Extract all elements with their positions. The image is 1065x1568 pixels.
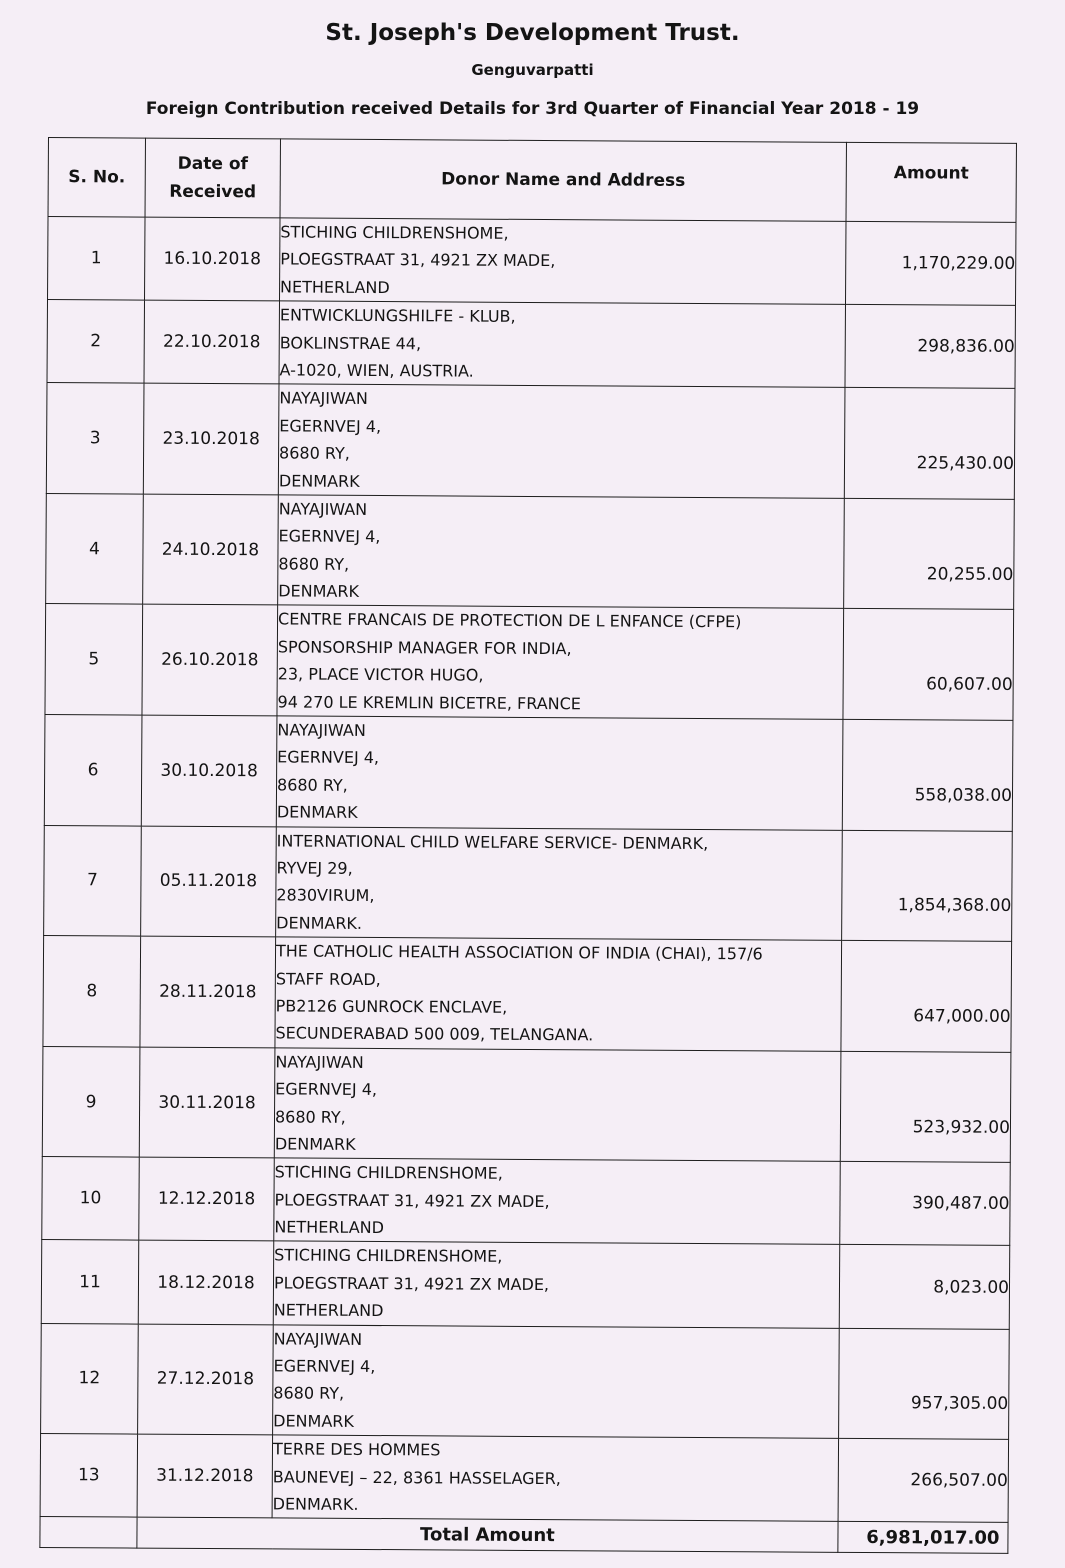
table-body <box>40 217 1016 1523</box>
column-header-date <box>145 138 280 218</box>
table-row <box>45 604 1014 720</box>
donor-address-line: BAUNEVEJ – 22, 8361 HASSELAGER, <box>272 1466 561 1488</box>
donor-address-cell <box>274 1048 841 1162</box>
amount-cell: 225,430.00 <box>844 388 1015 500</box>
donor-address-line: CENTRE FRANCAIS DE PROTECTION DE L ENFANCE (CFPE) <box>277 609 742 632</box>
donor-address-line: PLOEGSTRAAT 31, 4921 ZX MADE, <box>280 249 556 271</box>
report-heading: Foreign Contribution received Details for 3rd Quarter of Financial Year 2018 - 19 <box>145 99 920 119</box>
donor-address-line: EGERNVEJ 4, <box>277 747 380 768</box>
date-received-cell: 23.10.2018 <box>143 383 279 494</box>
amount-cell: 1,170,229.00 <box>845 221 1016 305</box>
serial-number-cell: 13 <box>40 1434 138 1518</box>
table-row <box>47 300 1015 389</box>
total-row <box>40 1517 1008 1554</box>
serial-number-cell: 4 <box>46 493 144 604</box>
table-row <box>48 217 1016 306</box>
total-row-spacer <box>40 1517 137 1549</box>
donor-address-cell <box>274 1158 840 1245</box>
amount-cell: 523,932.00 <box>840 1051 1011 1163</box>
donor-address-cell <box>272 1435 838 1522</box>
donor-address-line: RYVEJ 29, <box>276 858 353 878</box>
donor-address-cell <box>276 716 843 830</box>
location-subtitle: Genguvarpatti <box>471 61 594 79</box>
date-received-cell: 27.12.2018 <box>138 1324 274 1435</box>
table-row <box>41 1240 1009 1329</box>
donor-address-line: A-1020, WIEN, AUSTRIA. <box>279 360 474 381</box>
donor-address-line: DENMARK <box>278 581 360 601</box>
amount-cell: 60,607.00 <box>843 609 1014 721</box>
serial-number-cell: 6 <box>44 715 142 826</box>
donor-address-cell <box>278 384 845 498</box>
donor-address-line: DENMARK <box>274 1134 356 1154</box>
date-received-cell: 16.10.2018 <box>145 217 281 301</box>
amount-cell: 266,507.00 <box>838 1439 1009 1523</box>
table-row <box>44 825 1013 941</box>
page-title: St. Joseph's Development Trust. <box>325 20 740 46</box>
donor-address-line: EGERNVEJ 4, <box>278 526 381 547</box>
total-label: Total Amount <box>137 1517 838 1552</box>
column-header-donor: Donor Name and Address <box>280 139 846 221</box>
contributions-table <box>39 137 1017 1554</box>
donor-address-line: EGERNVEJ 4, <box>279 416 382 436</box>
donor-address-line: PLOEGSTRAAT 31, 4921 ZX MADE, <box>274 1190 550 1211</box>
donor-address-cell <box>273 1241 839 1328</box>
donor-address-line: DENMARK <box>278 470 360 491</box>
donor-address-line: NETHERLAND <box>273 1300 384 1321</box>
donor-address-line: NAYAJIWAN <box>273 1329 363 1349</box>
table-header-row <box>48 138 1016 223</box>
serial-number-cell: 9 <box>42 1046 140 1157</box>
table-row <box>46 493 1015 609</box>
date-received-cell: 28.11.2018 <box>140 936 276 1047</box>
donor-address-line: 8680 RY, <box>279 443 350 463</box>
date-received-cell: 26.10.2018 <box>142 605 278 716</box>
table-row <box>42 1046 1011 1162</box>
donor-address-line: NETHERLAND <box>274 1217 385 1238</box>
donor-address-line: INTERNATIONAL CHILD WELFARE SERVICE- DENMARK, <box>276 831 709 853</box>
date-received-cell: 30.10.2018 <box>141 715 277 826</box>
date-received-cell: 18.12.2018 <box>138 1241 274 1325</box>
table-row <box>40 1434 1008 1523</box>
donor-address-line: 8680 RY, <box>276 775 348 795</box>
donor-address-line: SECUNDERABAD 500 009, TELANGANA. <box>275 1023 594 1045</box>
donor-address-cell <box>273 1325 840 1439</box>
amount-cell: 1,854,368.00 <box>842 830 1013 942</box>
donor-address-cell <box>275 937 842 1051</box>
amount-cell: 298,836.00 <box>845 305 1016 389</box>
serial-number-cell: 12 <box>41 1323 139 1434</box>
donor-address-line: PB2126 GUNROCK ENCLAVE, <box>275 996 508 1017</box>
amount-cell: 957,305.00 <box>839 1328 1010 1440</box>
serial-number-cell: 10 <box>42 1157 140 1241</box>
donor-address-line: BOKLINSTRAE 44, <box>279 332 422 353</box>
donor-address-line: NAYAJIWAN <box>277 720 366 740</box>
donor-address-line: 2830VIRUM, <box>276 885 375 906</box>
donor-address-line: 23, PLACE VICTOR HUGO, <box>277 664 484 685</box>
donor-address-line: DENMARK. <box>272 1494 359 1514</box>
donor-address-cell <box>278 495 845 609</box>
donor-address-line: NETHERLAND <box>280 277 390 297</box>
serial-number-cell: 8 <box>43 936 141 1047</box>
column-header-date-line2: Received <box>169 181 257 203</box>
amount-cell: 390,487.00 <box>840 1162 1011 1246</box>
table-row <box>42 1157 1010 1246</box>
column-header-sno: S. No. <box>48 138 145 218</box>
donor-address-line: STICHING CHILDRENSHOME, <box>274 1162 503 1184</box>
donor-address-line: NAYAJIWAN <box>275 1052 364 1072</box>
donor-address-line: EGERNVEJ 4, <box>275 1079 378 1100</box>
donor-address-line: STICHING CHILDRENSHOME, <box>274 1245 503 1267</box>
date-received-cell: 31.12.2018 <box>137 1434 273 1518</box>
date-received-cell: 22.10.2018 <box>144 300 280 384</box>
column-header-amount: Amount <box>846 142 1016 222</box>
date-received-cell: 05.11.2018 <box>141 826 277 937</box>
table-row <box>46 383 1015 499</box>
date-received-cell: 24.10.2018 <box>143 494 279 605</box>
donor-address-line: DENMARK <box>276 802 358 823</box>
serial-number-cell: 3 <box>46 383 144 494</box>
serial-number-cell: 2 <box>47 300 145 384</box>
donor-address-cell <box>279 301 845 388</box>
donor-address-line: DENMARK <box>273 1411 354 1431</box>
donor-address-line: STICHING CHILDRENSHOME, <box>280 222 509 243</box>
donor-address-cell <box>277 605 844 719</box>
amount-cell: 20,255.00 <box>844 498 1015 610</box>
donor-address-line: STAFF ROAD, <box>275 968 381 989</box>
donor-address-line: NAYAJIWAN <box>278 499 368 519</box>
table-row <box>44 715 1013 831</box>
donor-address-line: EGERNVEJ 4, <box>273 1356 376 1377</box>
total-amount: 6,981,017.00 <box>838 1522 1008 1554</box>
donor-address-line: ENTWICKLUNGSHILFE - KLUB, <box>279 305 516 327</box>
serial-number-cell: 5 <box>45 604 143 715</box>
table-row <box>43 936 1012 1052</box>
donor-address-line: NAYAJIWAN <box>279 388 368 409</box>
table-row <box>41 1323 1010 1439</box>
donor-address-line: 94 270 LE KREMLIN BICETRE, FRANCE <box>277 692 582 713</box>
serial-number-cell: 1 <box>48 217 146 301</box>
amount-cell: 8,023.00 <box>839 1245 1010 1329</box>
date-received-cell: 30.11.2018 <box>139 1047 275 1158</box>
serial-number-cell: 11 <box>41 1240 139 1324</box>
amount-cell: 558,038.00 <box>842 719 1013 831</box>
donor-address-line: THE CATHOLIC HEALTH ASSOCIATION OF INDIA (CHAI), 157/6 <box>275 941 763 964</box>
donor-address-cell <box>280 218 846 305</box>
donor-address-cell <box>276 827 843 941</box>
column-header-date-line1: Date of <box>177 153 249 175</box>
amount-cell: 647,000.00 <box>841 941 1012 1053</box>
donor-address-line: 8680 RY, <box>278 554 350 574</box>
donor-address-line: PLOEGSTRAAT 31, 4921 ZX MADE, <box>273 1273 550 1294</box>
donor-address-line: DENMARK. <box>276 913 363 933</box>
donor-address-line: SPONSORSHIP MANAGER FOR INDIA, <box>277 637 572 659</box>
date-received-cell: 12.12.2018 <box>139 1157 275 1241</box>
donor-address-line: 8680 RY, <box>273 1383 345 1404</box>
donor-address-line: 8680 RY, <box>274 1106 346 1127</box>
serial-number-cell: 7 <box>44 825 142 936</box>
donor-address-line: TERRE DES HOMMES <box>272 1439 441 1460</box>
